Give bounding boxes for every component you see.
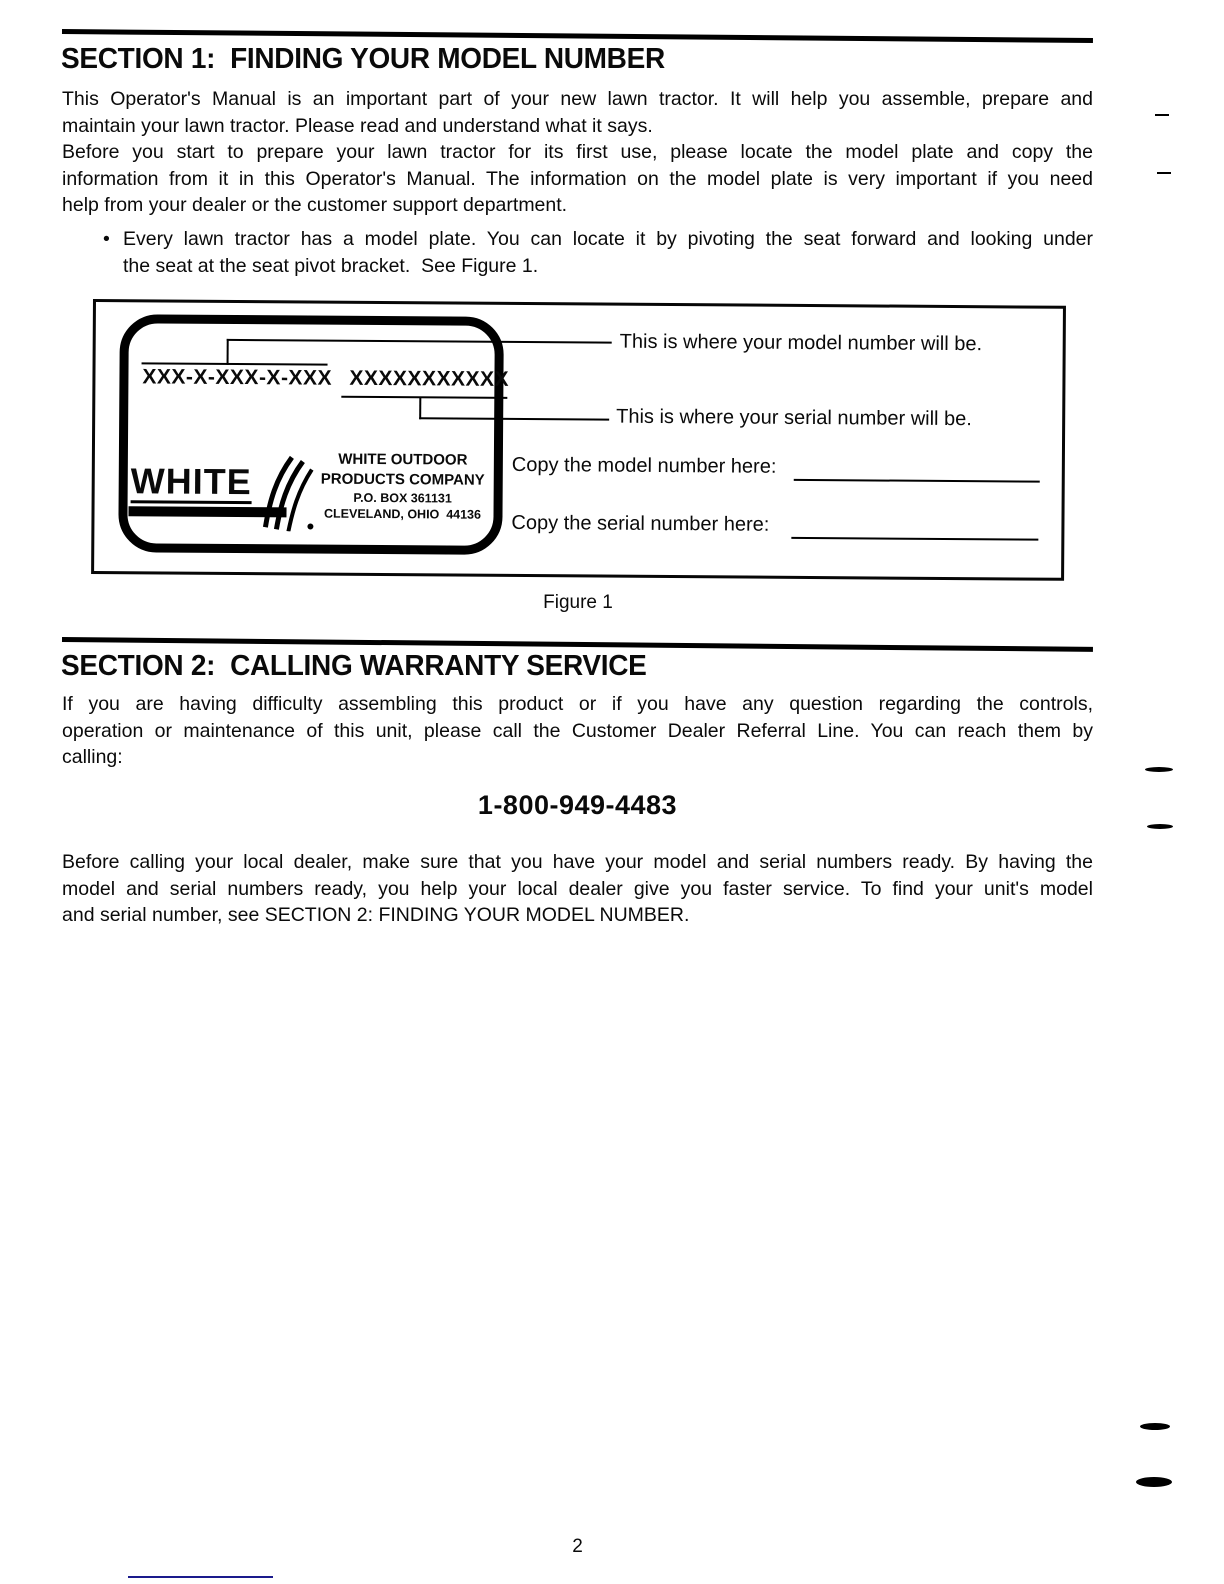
scan-artifact-wedge-3: [1140, 1423, 1170, 1430]
model-callout-text: This is where your model number will be.: [619, 330, 983, 356]
scan-artifact-wedge-4: [1136, 1477, 1172, 1487]
text-line: calling:: [62, 746, 123, 768]
section2-paragraph-1: [62, 691, 1093, 771]
serial-callout-drop: [419, 397, 421, 419]
serial-number-mask: XXXXXXXXXXX: [349, 366, 510, 391]
figure1-caption: Figure 1: [543, 592, 613, 613]
section2-title: SECTION 2: CALLING WARRANTY SERVICE: [61, 649, 647, 682]
text-line: help from your dealer or the customer support department.: [62, 194, 568, 216]
scan-artifact-dash-1: [1155, 114, 1169, 116]
section1-title: SECTION 1: FINDING YOUR MODEL NUMBER: [61, 42, 665, 75]
scan-artifact-wedge-1: [1145, 767, 1173, 772]
text-line: maintain your lawn tractor. Please read and understand what it says.: [62, 114, 653, 137]
section1-paragraph-1: [62, 86, 1093, 139]
serial-callout-text: This is where your serial number will be.: [616, 405, 972, 431]
model-number-mask: XXX-X-XXX-X-XXX: [142, 365, 333, 390]
page-number: 2: [572, 1536, 583, 1557]
model-callout-riser: [227, 339, 229, 365]
section2-paragraph-2: [62, 849, 1093, 929]
company-address-block: [304, 449, 500, 522]
text-line: information from it in this Operator's Manual. The information on the model plate is very important if you need: [62, 167, 1093, 190]
text-line: Before you start to prepare your lawn tractor for its first use, please locate the model plate and copy the: [62, 141, 1093, 163]
text-line: operation or maintenance of this unit, please call the Customer Dealer Referral Line. You can reach them by: [62, 719, 1093, 742]
warranty-phone-number: 1-800-949-4483: [477, 790, 678, 820]
text-line: CLEVELAND, OHIO 44136: [323, 506, 482, 522]
text-line: P.O. BOX 361131: [353, 490, 452, 506]
text-line: If you are having difficulty assembling this product or if you have any question regarding the controls,: [62, 693, 1093, 715]
text-line: model and serial numbers ready, you help your local dealer give you faster service. To find your unit's model: [62, 877, 1093, 900]
bullet-marker: •: [103, 228, 110, 250]
text-line: and serial number, see SECTION 2: FINDING YOUR MODEL NUMBER.: [62, 904, 690, 926]
text-line: PRODUCTS COMPANY: [320, 470, 485, 489]
scan-artifact-wedge-2: [1147, 824, 1173, 829]
text-line: Before calling your local dealer, make sure that you have your model and serial numbers ready. By having the: [62, 851, 1093, 873]
text-line: Every lawn tractor has a model plate. You can locate it by pivoting the seat forward and looking under: [123, 228, 1093, 250]
copy-model-label: Copy the model number here:: [511, 453, 777, 478]
copy-model-blank-line: [794, 479, 1040, 483]
section1-bullet-text: [123, 226, 1093, 279]
section1-paragraph-2: [62, 139, 1093, 219]
text-line: This Operator's Manual is an important part of your new lawn tractor. It will help you assemble, prepare and: [62, 88, 1093, 110]
top-rule: [62, 29, 1093, 43]
figure1-box: [91, 299, 1066, 581]
text-line: WHITE OUTDOOR: [338, 450, 468, 469]
white-logo-text: WHITE: [130, 460, 252, 503]
copy-serial-blank-line: [791, 537, 1038, 541]
text-line: the seat at the seat pivot bracket. See Figure 1.: [123, 254, 539, 277]
footer-blue-line: [128, 1576, 273, 1578]
copy-serial-label: Copy the serial number here:: [511, 511, 770, 536]
scan-artifact-dash-2: [1157, 172, 1171, 174]
